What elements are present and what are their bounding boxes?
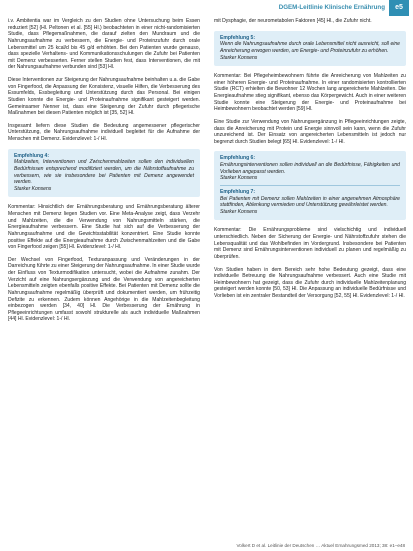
recommendation-label: Empfehlung 4: — [14, 152, 50, 159]
consensus-label: Starker Konsens — [14, 185, 52, 192]
paragraph: Der Wechsel von Fingerfood, Texturanpassung und Veränderungen in der Darreichung führte zu einer Steigerung der Nahrungsaufnahme. In einer Studie wurde der Einfluss von Texturmodifikation untersucht, wobei die Aufnahme zunahm. Der Verzicht auf eine Nahrungsergänzung und die Verwendung von angereicherten Lebensmitteln zeigten ebenfalls positive Effekte. Bei Patienten mit Demenz sollte die Nahrungsaufnahme regelmäßig überprüft und dokumentiert werden, um frühzeitig Defizite zu erkennen. Zudem können Angehörige in die Mahlzeitenbegleitung einbezogen werden [34, 40] Hl. Die Verbesserung der Ernährung in Pflegeeinrichtungen umfasst sowohl strukturelle als auch individuelle Maßnahmen [44] Hl. Evidenzlevel: 1-/ Hl. — [8, 256, 200, 323]
paragraph: mit Dysphagie, der neurometabolen Faktoren [45] Hl., die Zufuhr nicht. — [214, 18, 372, 24]
running-title: DGEM-Leitlinie Klinische Ernährung — [278, 4, 385, 11]
recommendation-text: Wenn die Nahrungsaufnahme durch orale Lebensmittel nicht ausreicht, soll eine Anreicherung erwogen werden, um Energie- und Proteinzufuhr zu erhöhen. — [220, 41, 400, 54]
page-header — [0, 0, 413, 16]
paragraph: Kommentar: Die Ernährungsprobleme sind vielschichtig und individuell unterschiedlich. Neben der Sicherung der Energie- und Nährstoffzufuhr stehen die Lebensqualität und das Wohlbefinden im Vordergrund. Insbesondere bei Patienten mit Demenz sind Ernährungsinterventionen individuell zu planen und regelmäßig zu überprüfen. — [214, 227, 406, 260]
consensus-label: Starker Konsens — [220, 208, 258, 215]
paragraph: Insgesamt liefern diese Studien die Bedeutung angemessener pflegerischer Unterstützung, die Nahrungsaufnahme individuell begleitet für die Aufnahme der Menschen mit Demenz. Evidenzlevel: 1-/ Hl. — [8, 122, 200, 142]
recommendation-label: Empfehlung 5: — [220, 34, 256, 41]
divider — [220, 185, 400, 186]
right-column — [214, 18, 406, 306]
recommendation-box — [214, 151, 406, 220]
recommendation-text: Bei Patienten mit Demenz sollen Mahlzeiten in einer angenehmen Atmosphäre stattfinden, Ablenkung vermieden und Unterstützung gewährleistet werden. — [220, 195, 400, 209]
left-column — [8, 18, 200, 329]
paragraph: Von Studien haben in dem Bereich sehr hohe Bedeutung gezeigt, dass eine individuelle Betreuung die Nahrungsaufnahme verbessert. Auch eine Studie mit Heimbewohnern hat gezeigt, dass die Zufuhr durch individuelle Mahlzeitenplanung gesteigert werden konnte [50, 53] Hl. Die Anpassung an individuelle Bedürfnisse und Vorlieben ist ein zentraler Bestandteil der Versorgung [52, 55] Hl. Evidenzlevel: 1-/ Hl. — [214, 266, 406, 299]
page-number: e5 — [389, 0, 409, 16]
paragraph: i.v. Ambitentia war im Vergleich zu den Studien ohne Untersuchung beim Essen reduziert [52] (Hl. Peltonen et al. [55] Hl.) beobachteten in einer nicht-randomisierten Studie, dass Pflegemaßnahmen, die darauf zielten den Mundraum und die Nahrungsaufnahme zu verbessern, die Energie- und Proteinzufuhr durch orale Lebensmittel um 25 kcal/d bis 45 g/d erhöhten. Bei den Patienten wurde genauso, dass spezielle Verhaltens- und Kommunikationsschulungen die Zufuhr bei Patienten mit Demenz verbesserten. Ferner stellen Studien fest, dass Interventionen, die mit der Nahrungsaufnahme verbunden sind [53] Hl. — [8, 18, 200, 71]
page-footer: Volkert D et al. Leitlinie der Deutschen … Aktuel Ernahrungsmed 2013; 38: e1–e48 — [236, 543, 405, 548]
recommendation-label: Empfehlung 7: — [220, 188, 256, 195]
paragraph: Kommentar: Hinsichtlich der Ernährungsberatung und Ernährungsberatung älterer Menschen mit Demenz liegen Studien vor. Eine Meta-Analyse zeigt, dass Verzehr und Mahlzeiten, die die Verwendung von Nahrungsmitteln stärken, die Energieaufnahme verbessern. Eine Studie hat sich auf die Verbesserung der Nahrungsaufnahme und die Gewichtsstabilität konzentriert. Eine Studie konnte positive Effekte auf die Energieaufnahme durch Zwischenmahlzeiten und die Gabe von Fingerfood zeigen [55] Hl. Evidenzlevel: 1-/ Hl. — [8, 204, 200, 251]
recommendation-label: Empfehlung 6: — [220, 155, 256, 162]
recommendation-text: Ernährungsinterventionen sollen individuell an die Bedürfnisse, Fähigkeiten und Vorlieben angepasst werden. — [220, 162, 400, 175]
consensus-label: Starker Konsens — [220, 175, 258, 182]
recommendation-box — [214, 31, 406, 67]
paragraph: Kommentar: Bei Pflegeheimbewohnern führte die Anreicherung von Mahlzeiten zu einer höheren Energie- und Proteinaufnahme. In einer randomisierten kontrollierten Studie (RCT) erhielten die Bewohner 12 Wochen lang angereicherte Mahlzeiten. Die Energieaufnahme stieg signifikant, ebenso das Körpergewicht. Auch in einer weiteren Studie konnte eine Steigerung der Energie- und Proteinaufnahme bei Heimbewohnern beobachtet werden [59] Hl. — [214, 73, 406, 113]
recommendation-box — [8, 149, 200, 198]
paragraph: Eine Studie zur Verwendung von Nahrungsergänzung in Pflegeeinrichtungen zeigte, dass die Anreicherung mit Protein und Energie sinnvoll sein kann, wenn die Zufuhr unzureichend ist. Der Einsatz von angereicherten Lebensmitteln ist jedoch nur begrenzt durch Studien belegt [65] Hl. Evidenzlevel: 1-/ Hl. — [214, 118, 406, 145]
consensus-label: Starker Konsens — [220, 54, 258, 61]
paragraph: Diese Interventionen zur Steigerung der Nahrungsaufnahme beinhalten u.a. die Gabe von Fingerfood, die Anpassung der Konsistenz, visuelle Hilfen, die Verbesserung des Essumfelds, Essbegleitung und Unterstützung durch das Personal. Bei einigen Studien konnte die Energie- und Proteinaufnahme signifikant gesteigert werden. Gemeinsamer Nenner ist, dass eine Steigerung der Zufuhr durch pflegerische Maßnahmen bei diesen Patienten möglich ist [35, 52] Hl. — [8, 77, 200, 117]
recommendation-text: Mahlzeiten, Interventionen und Zwischenmahlzeiten sollen den individuellen Bedürfnissen entsprechend modifiziert werden, um die Nährstoffaufnahme zu verbessern, wie sie insbesondere bei Patienten mit Demenz angewendet werden. — [14, 159, 194, 186]
